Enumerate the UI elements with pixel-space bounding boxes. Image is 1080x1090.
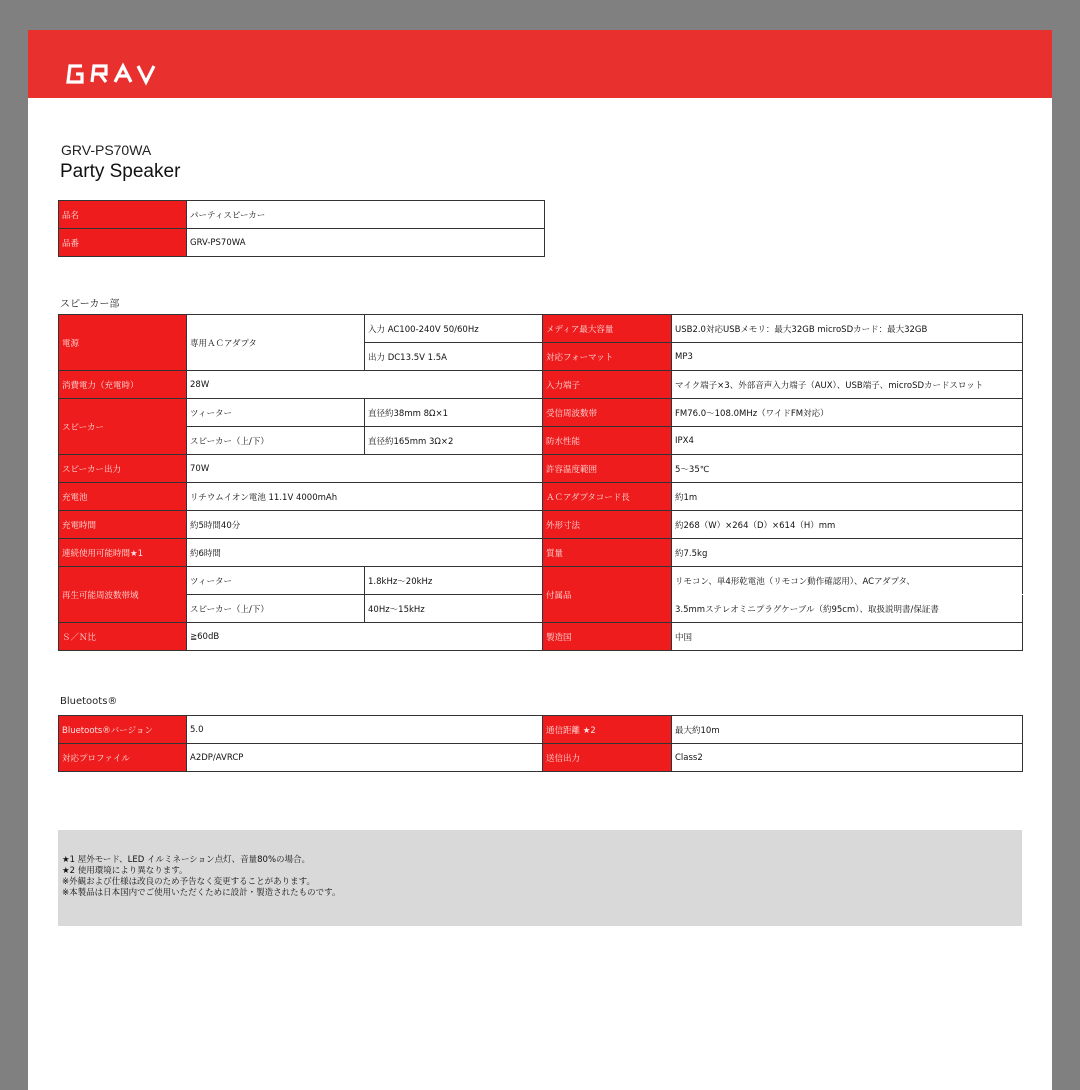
table-row [59,539,1023,567]
product-name: Party Speaker [60,161,181,182]
note-line: ★2 使用環境により異なります。 [62,866,188,876]
spec-label: 入力端子 [543,371,672,399]
spec-value: ツィーター [187,567,365,595]
spec-value: GRV-PS70WA [187,229,545,257]
spec-value: 28W [187,371,543,399]
spec-label: 外形寸法 [543,511,672,539]
spec-value: IPX4 [672,427,1023,455]
spec-value: 直径約165mm 3Ω×2 [365,427,543,455]
table-row [59,315,1023,343]
table-row [59,427,1023,455]
brand-header [28,30,1052,98]
spec-sheet [28,30,1052,1090]
spec-label: ＡＣアダプタコード長 [543,483,672,511]
table-row [59,716,1023,744]
spec-value: 1.8kHz～20kHz [365,567,543,595]
spec-value: 直径約38mm 8Ω×1 [365,399,543,427]
spec-label: スピーカー出力 [59,455,187,483]
spec-value: ツィーター [187,399,365,427]
spec-label: 通信距離 ★2 [543,716,672,744]
spec-value: USB2.0対応USBメモリ：最大32GB microSDカード：最大32GB [672,315,1023,343]
spec-label: 消費電力（充電時） [59,371,187,399]
spec-value: 中国 [672,623,1023,651]
spec-value: リモコン、単4形乾電池（リモコン動作確認用）、ACアダプタ、 [672,567,1023,595]
spec-value: マイク端子×3、外部音声入力端子（AUX）、USB端子、microSDカードスロット [672,371,1023,399]
spec-label: 付属品 [543,567,672,623]
spec-label: 連続使用可能時間★1 [59,539,187,567]
spec-value: 約268（W）×264（D）×614（H）mm [672,511,1023,539]
table-row [59,595,1023,623]
spec-value: ≧60dB [187,623,543,651]
spec-value: 出力 DC13.5V 1.5A [365,343,543,371]
spec-value: MP3 [672,343,1023,371]
spec-label: 電源 [59,315,187,371]
bluetooth-spec-table [58,715,1023,772]
spec-value: リチウムイオン電池 11.1V 4000mAh [187,483,543,511]
spec-value: 40Hz～15kHz [365,595,543,623]
spec-value: 入力 AC100-240V 50/60Hz [365,315,543,343]
spec-value: スピーカー（上/下） [187,427,365,455]
spec-label: 受信周波数帯 [543,399,672,427]
table-row [59,371,1023,399]
spec-label: 再生可能周波数帯域 [59,567,187,623]
bluetooth-section-title: Bluetoots® [60,696,118,707]
spec-value: 約1m [672,483,1023,511]
notes-box [58,830,1022,926]
spec-label: 製造国 [543,623,672,651]
spec-value: 最大約10m [672,716,1023,744]
spec-label: 品番 [59,229,187,257]
identity-table [58,200,545,257]
spec-value: 5～35℃ [672,455,1023,483]
spec-label: 対応プロファイル [59,744,187,772]
spec-label: Ｓ／Ｎ比 [59,623,187,651]
spec-label: 充電池 [59,483,187,511]
table-row [59,511,1023,539]
table-row [59,201,545,229]
spec-label: 許容温度範囲 [543,455,672,483]
spec-value: 約7.5kg [672,539,1023,567]
spec-label: Bluetoots®バージョン [59,716,187,744]
table-row [59,229,545,257]
model-number: GRV-PS70WA [61,142,152,158]
spec-label: メディア最大容量 [543,315,672,343]
spec-label: 充電時間 [59,511,187,539]
table-row [59,567,1023,595]
grav-logo [66,62,166,86]
table-row [59,399,1023,427]
note-line: ※外観および仕様は改良のため予告なく変更することがあります。 [62,877,315,887]
spec-value: スピーカー（上/下） [187,595,365,623]
spec-value: パーティスピーカー [187,201,545,229]
spec-value: Class2 [672,744,1023,772]
spec-value: 約5時間40分 [187,511,543,539]
speaker-section-title: スピーカー部 [60,299,120,310]
note-line: ★1 屋外モード、LED イルミネーション点灯、音量80%の場合。 [62,855,311,865]
spec-label: 品名 [59,201,187,229]
table-row [59,455,1023,483]
spec-label: スピーカー [59,399,187,455]
spec-label: 対応フォーマット [543,343,672,371]
spec-value: FM76.0～108.0MHz（ワイドFM対応） [672,399,1023,427]
table-row [59,623,1023,651]
speaker-spec-table [58,314,1023,651]
spec-label: 送信出力 [543,744,672,772]
spec-value: 5.0 [187,716,543,744]
table-row [59,483,1023,511]
spec-value: 約6時間 [187,539,543,567]
table-row [59,744,1023,772]
note-line: ※本製品は日本国内でご使用いただくために設計・製造されたものです。 [62,888,341,898]
spec-label: 質量 [543,539,672,567]
spec-value: 3.5mmステレオミニプラグケーブル（約95cm）、取扱説明書/保証書 [672,595,1023,623]
spec-value: A2DP/AVRCP [187,744,543,772]
spec-label: 防水性能 [543,427,672,455]
spec-value: 70W [187,455,543,483]
spec-value: 専用ＡＣアダプタ [187,315,365,371]
